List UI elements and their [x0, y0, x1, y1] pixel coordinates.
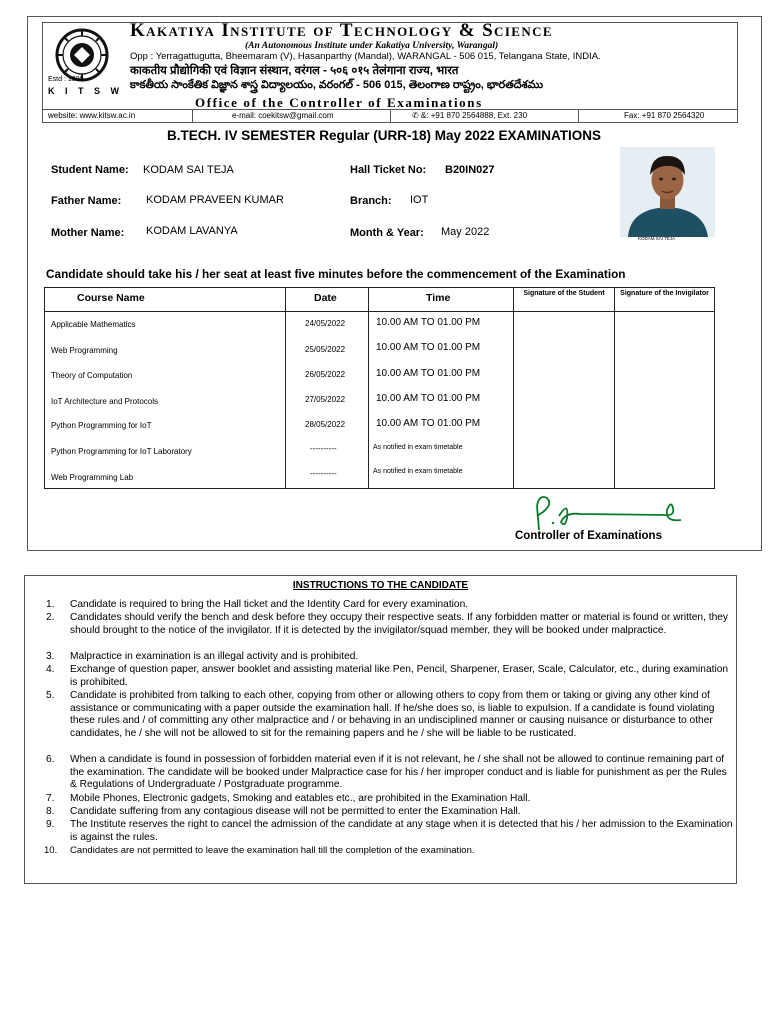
instruction-item: Candidate is prohibited from talking to each other, copying from other or allowing others to copy from them or taking or giving any other kind of assistance or communicating with a paper outside the examination hall. If he/she does so, is liable to expulsion. If a candidate is found violating these rules and / of committing any other malpractice and / or behaving in an undisciplined manner or causing nuisance or disturbance to other candidates, he / she will not be allowed to sit for the remaining papers and he / she will be liable to be rusticated.	[70, 690, 715, 739]
logo-abbreviation: K I T S W	[48, 86, 123, 96]
instruction-item: Candidates are not permitted to leave the examination hall till the completion of the examination.	[70, 845, 475, 856]
month-year-label: Month & Year:	[350, 227, 424, 239]
instructions-title: INSTRUCTIONS TO THE CANDIDATE	[292, 580, 469, 591]
table-row-course: Theory of Computation	[51, 371, 133, 380]
table-row-date: 25/05/2022	[305, 345, 346, 354]
course-table	[44, 287, 715, 489]
institute-subtitle: (An Autonomous Institute under Kakatiya University, Warangal)	[245, 41, 499, 51]
instruction-item: Malpractice in examination is an illegal activity and is prohibited.	[70, 651, 359, 662]
mother-name-label: Mother Name:	[51, 227, 125, 239]
table-row-time: 10.00 AM TO 01.00 PM	[376, 317, 481, 328]
institute-name: Kakatiya Institute of Technology & Science	[130, 20, 554, 41]
website-link[interactable]: website: www.kitsw.ac.in	[48, 111, 136, 120]
branch-label: Branch:	[350, 195, 392, 207]
institute-name-hindi: काकतीय प्रौद्योगिकी एवं विज्ञान संस्थान, वरंगल - ५०६ ०१५ तेलंगाना राज्य, भारत	[130, 65, 459, 77]
instruction-item: Exchange of question paper, answer booklet and assisting material like Pen, Pencil, Sharpener, Eraser, Scale, Calculator, etc., during examination is prohibited.	[70, 664, 729, 688]
photo-caption: KODAM SAI TEJA	[638, 236, 676, 241]
table-row-time: 10.00 AM TO 01.00 PM	[376, 368, 481, 379]
father-name-label: Father Name:	[51, 195, 122, 207]
instruction-item: Candidate is required to bring the Hall ticket and the Identity Card for every examination.	[70, 599, 469, 610]
logo-established: Estd : 1980	[48, 76, 84, 83]
fax-number: Fax: +91 870 2564320	[624, 111, 705, 120]
table-row-time: 10.00 AM TO 01.00 PM	[376, 393, 481, 404]
table-row-time: 10.00 AM TO 01.00 PM	[376, 342, 481, 353]
table-row-date: 28/05/2022	[305, 420, 346, 429]
header-student-signature: Signature of the Student	[523, 290, 605, 297]
table-row-date: 24/05/2022	[305, 319, 346, 328]
header-time: Time	[426, 292, 451, 304]
instruction-item: Candidate suffering from any contagious disease will not be permitted to enter the Examination Hall.	[70, 806, 521, 817]
controller-signature	[525, 492, 690, 532]
table-row-course: Web Programming	[51, 346, 118, 355]
table-row-time: As notified in exam timetable	[373, 468, 463, 475]
phone-number: ✆ &: +91 870 2564888, Ext. 230	[412, 111, 528, 120]
table-row-course: Web Programming Lab	[51, 473, 134, 482]
office-title: Office of the Controller of Examinations	[195, 95, 483, 110]
table-row-time: 10.00 AM TO 01.00 PM	[376, 418, 481, 429]
instruction-item: Candidates should verify the bench and desk before they occupy their respective seats. If any forbidden matter or material is found or written, they should brought to the notice of the invigilator. If it is detected by the invigilator/squad member, they will be booked under malpractice.	[70, 612, 729, 636]
table-row-date: 27/05/2022	[305, 395, 346, 404]
student-name-label: Student Name:	[51, 164, 129, 176]
controller-label: Controller of Examinations	[515, 530, 662, 542]
mother-name: KODAM LAVANYA	[146, 225, 238, 237]
instruction-item: Mobile Phones, Electronic gadgets, Smoking and eatables etc., are prohibited in the Examination Hall.	[70, 793, 531, 804]
seat-note: Candidate should take his / her seat at least five minutes before the commencement of the Examination	[46, 267, 626, 281]
institute-name-telugu: కాకతీయ సాంకేతిక విజ్ఞాన శాస్త్ర విద్యాలయం, వరంగల్ - 506 015, తెలంగాణ రాష్ట్రం, భారతదేశము	[130, 79, 544, 91]
header-invigilator-signature: Signature of the Invigilator	[620, 290, 709, 297]
father-name: KODAM PRAVEEN KUMAR	[146, 194, 284, 206]
student-photo	[620, 147, 715, 237]
table-row-course: Applicable Mathematics	[51, 320, 136, 329]
email-link[interactable]: e-mail: coekitsw@gmail.com	[232, 111, 334, 120]
institute-address: Opp : Yerragattugutta, Bheemaram (V), Hasanparthy (Mandal), WARANGAL - 506 015, Telangana State, INDIA.	[130, 51, 601, 62]
month-year-value: May 2022	[441, 226, 490, 238]
student-name: KODAM SAI TEJA	[143, 164, 234, 176]
hall-ticket-number: B20IN027	[445, 164, 495, 176]
table-row-date: ----------	[310, 444, 337, 453]
exam-title: B.TECH. IV SEMESTER Regular (URR-18) May 2022 EXAMINATIONS	[166, 128, 602, 143]
hall-ticket-label: Hall Ticket No:	[350, 164, 427, 176]
table-row-course: Python Programming for IoT Laboratory	[51, 447, 192, 456]
table-row-time: As notified in exam timetable	[373, 444, 463, 451]
header-course-name: Course Name	[77, 292, 145, 304]
table-row-course: IoT Architecture and Protocols	[51, 397, 159, 406]
table-row-date: 26/05/2022	[305, 370, 346, 379]
table-row-course: Python Programming for IoT	[51, 421, 152, 430]
contact-bar	[42, 109, 738, 123]
instruction-item: The Institute reserves the right to cancel the admission of the candidate at any stage when it is detected that his / her admission to the Examination is against the rules.	[70, 819, 733, 843]
instruction-item: When a candidate is found in possession of forbidden material even if it is not relevant, he / she shall not be allowed to continue remaining part of the examination. The candidate will be booked under Malpractice case for his / her improper conduct and is liable for punishment as per the Rules & Regulations of Undergraduate / Postgraduate programme.	[70, 754, 727, 791]
branch-value: IOT	[410, 194, 429, 206]
header-date: Date	[314, 292, 337, 304]
table-row-date: ----------	[310, 469, 337, 478]
